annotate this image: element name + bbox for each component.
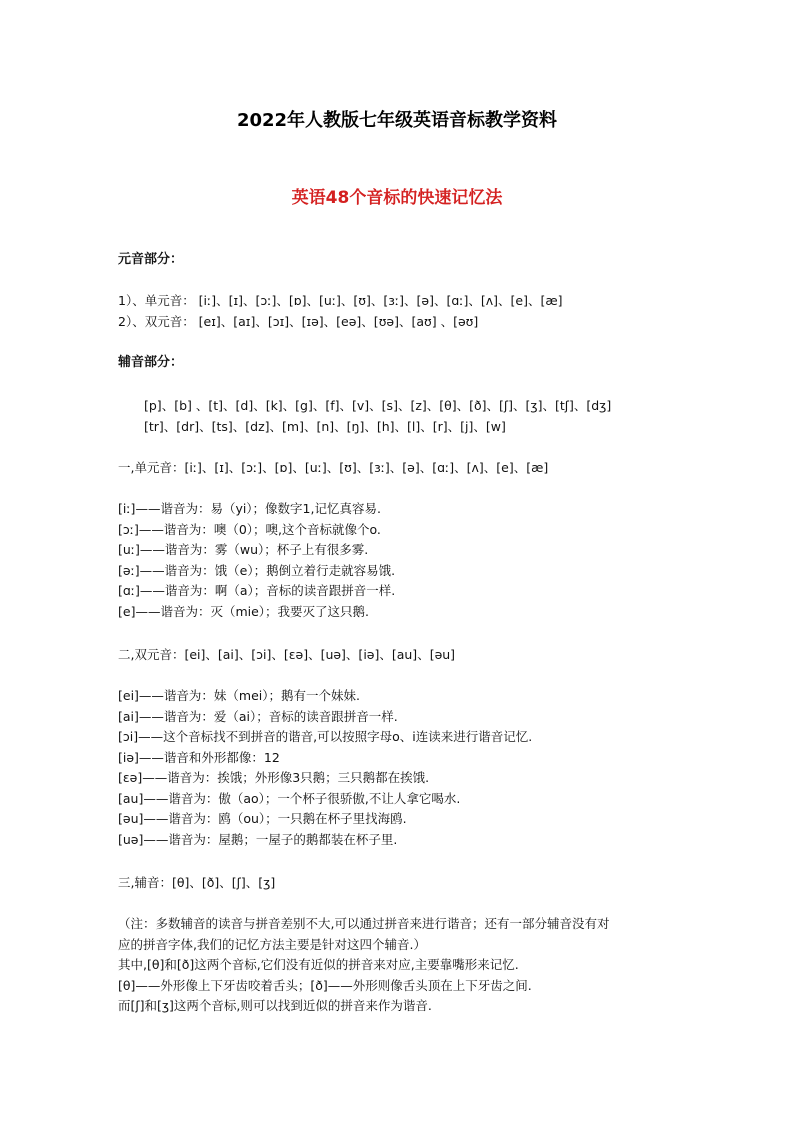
list-item: [ɔi]——这个音标找不到拼音的谐音,可以按照字母o、i连读来进行谐音记忆. [118,729,533,744]
section2-heading-block [118,645,758,666]
section2-list [118,686,758,850]
list-item: [ai]——谐音为：爱（ai）；音标的读音跟拼音一样. [118,708,398,724]
note-line: （注：多数辅音的读音与拼音差别不大,可以通过拼音来进行谐音；还有一部分辅音没有对 [118,916,610,931]
document-title: 2022年人教版七年级英语音标教学资料 [236,110,558,131]
section2-heading: 二,双元音：[ei]、[ai]、[ɔi]、[ɛə]、[uə]、[iə]、[au]、[əu] [118,647,456,662]
vowels-list [118,291,758,332]
section1-heading-block [118,458,758,479]
list-item: [ei]——谐音为：妹（mei）；鹅有一个妹妹. [118,688,360,703]
note-line: [θ]——外形像上下牙齿咬着舌头；[ð]——外形则像舌头顶在上下牙齿之间. [118,977,532,993]
section1-heading: 一,单元音：[iː]、[ɪ]、[ɔː]、[ɒ]、[uː]、[ʊ]、[ɜː]、[ə]、[ɑː]、[ʌ]、[e]、[æ] [118,460,549,475]
section1-list [118,499,758,622]
document-subtitle: 英语48个音标的快速记忆法 [291,188,503,208]
list-item: [uə]——谐音为：屋鹅；一屋子的鹅都装在杯子里. [118,831,398,847]
note-line: 而[ʃ]和[ʒ]这两个音标,则可以找到近似的拼音来作为谐音. [118,998,432,1013]
list-item: [ɔː]——谐音为：噢（0）；噢,这个音标就像个o. [118,521,381,537]
note-line: 应的拼音字体,我们的记忆方法主要是针对这四个辅音.） [118,936,426,952]
list-item: [əː]——谐音为：饿（e）；鹅倒立着行走就容易饿. [118,562,396,578]
section3-heading: 三,辅音：[θ]、[ð]、[ʃ]、[ʒ] [118,875,276,890]
list-item: [e]——谐音为：灭（mie）；我要灭了这只鹅. [118,603,370,619]
list-item: [uː]——谐音为：雾（wu）；杯子上有很多雾. [118,542,369,557]
section3-list [118,914,758,1017]
vowels-line: 1）、单元音： [iː]、[ɪ]、[ɔː]、[ɒ]、[uː]、[ʊ]、[ɜː]、[ə]、[ɑː]、[ʌ]、[e]、[æ] [118,293,563,308]
list-item: [ɛə]——谐音为：挨饿；外形像3只鹅；三只鹅都在挨饿. [118,770,430,785]
note-line: 其中,[θ]和[ð]这两个音标,它们没有近似的拼音来对应,主要靠嘴形来记忆. [118,957,519,972]
vowels-heading-block [118,250,758,271]
section3-heading-block [118,873,758,894]
list-item: [iə]——谐音和外形都像：12 [118,749,280,765]
list-item: [ɑː]——谐音为：啊（a）；音标的读音跟拼音一样. [118,583,396,598]
vowels-heading: 元音部分： [118,252,184,267]
list-item: [au]——谐音为：傲（ao）；一个杯子很骄傲,不让人拿它喝水. [118,790,461,806]
consonants-heading-block [118,353,758,374]
consonants-list [118,396,758,437]
consonants-line: [tr]、[dr]、[ts]、[dz]、[m]、[n]、[ŋ]、[h]、[l]、[r]、[j]、[w] [144,418,506,434]
consonants-line: [p]、[b] 、[t]、[d]、[k]、[g]、[f]、[v]、[s]、[z]、[θ]、[ð]、[ʃ]、[ʒ]、[tʃ]、[dʒ] [144,398,612,413]
list-item: [iː]——谐音为：易（yi）；像数字1,记忆真容易. [118,501,381,516]
consonants-heading: 辅音部分： [118,355,184,370]
vowels-line: 2）、双元音： [eɪ]、[aɪ]、[ɔɪ]、[ɪə]、[eə]、[ʊə]、[aʊ] 、[əʊ] [118,313,479,329]
list-item: [əu]——谐音为：鸥（ou）；一只鹅在杯子里找海鸥. [118,811,407,826]
